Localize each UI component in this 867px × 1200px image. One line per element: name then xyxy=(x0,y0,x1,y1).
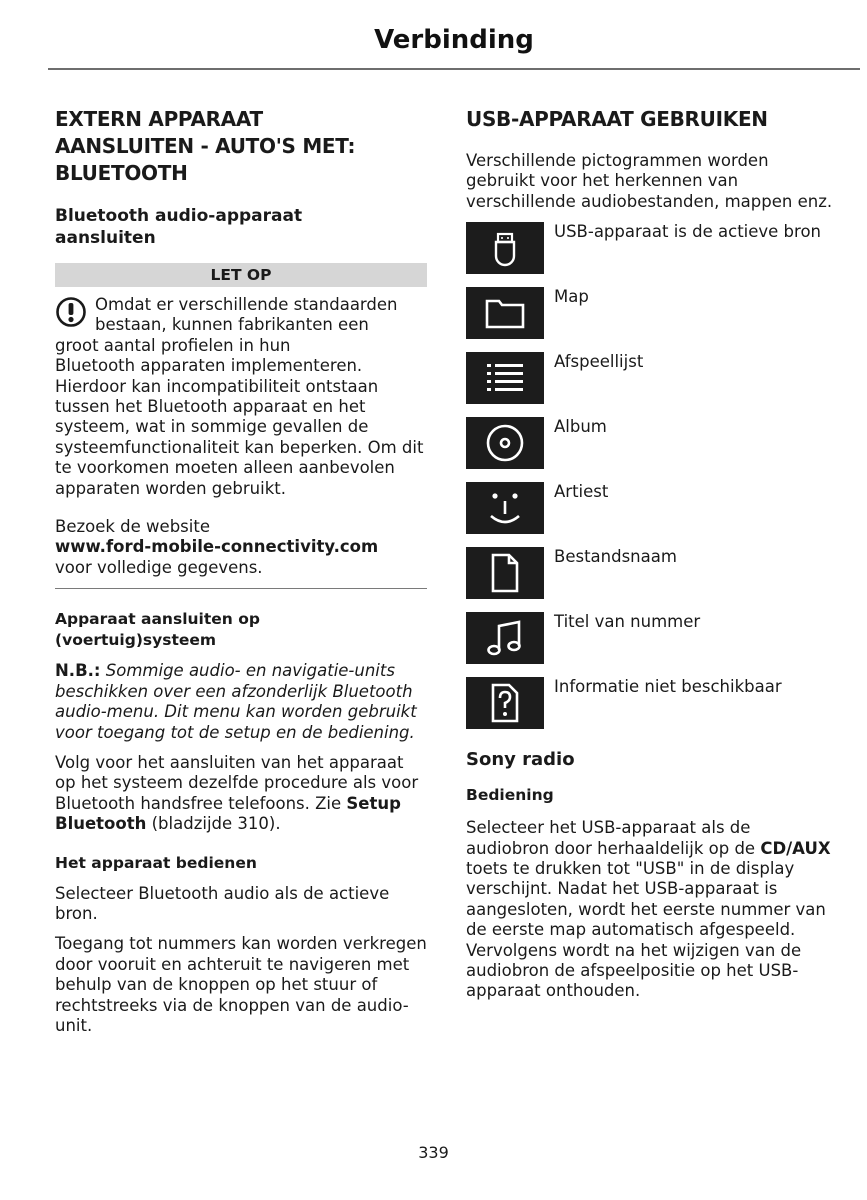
artist-icon xyxy=(466,482,544,534)
notice-banner: LET OP xyxy=(55,263,427,287)
file-icon xyxy=(466,547,544,599)
subheading-bluetooth-audio: Bluetooth audio-apparaat aansluiten xyxy=(55,206,303,248)
section-title-bluetooth: EXTERN APPARAAT AANSLUITEN - AUTO'S MET: BLUETOOTH xyxy=(55,107,356,185)
subheading-control: Bediening xyxy=(466,786,554,805)
select-paragraph: Selecteer Bluetooth audio als de actieve bron. xyxy=(55,883,390,923)
setup-bluetooth-link[interactable]: Setup Bluetooth xyxy=(55,793,401,834)
icon-row-file xyxy=(466,547,838,599)
follow-paragraph: Volg voor het aansluiten van het apparaat op het systeem dezelfde procedure als voor Bluetooth handsfree telefoons. Zie Setup Bluetooth (bladzijde 310). xyxy=(55,752,419,834)
page-title: Verbinding xyxy=(374,25,534,55)
usb-intro: Verschillende pictogrammen worden gebruikt voor het herkennen van verschillende audiobestanden, mappen enz. xyxy=(466,151,833,211)
playlist-icon xyxy=(466,352,544,404)
icon-row-artist xyxy=(466,482,838,534)
warning-icon xyxy=(55,296,87,328)
icon-row-track-title xyxy=(466,612,838,664)
icon-label: Artiest xyxy=(554,482,609,502)
subheading-sony-radio: Sony radio xyxy=(466,749,575,771)
visit-text: Bezoek de website www.ford-mobile-connectivity.com voor volledige gegevens. xyxy=(55,517,379,577)
unknown-info-icon xyxy=(466,677,544,729)
icon-label: USB-apparaat is de actieve bron xyxy=(554,222,822,242)
page-number: 339 xyxy=(418,1143,449,1162)
icon-label: Titel van nummer xyxy=(554,612,701,632)
website-link[interactable]: www.ford-mobile-connectivity.com xyxy=(55,537,379,557)
icon-row-playlist xyxy=(466,352,838,404)
icon-label: Afspeellijst xyxy=(554,352,644,372)
warning-block: Omdat er verschillende standaarden bestaan, kunnen fabrikanten een groot aantal profielen in hun Bluetooth apparaten implementeren. Hierdoor kan incompatibiliteit ontstaan tussen het Bluetooth apparaat en het systeem, wat in sommige gevallen de systeemfunctionaliteit kan beperken. Om dit te voorkomen moeten alleen aanbevolen apparaten worden gebruikt. xyxy=(55,295,427,499)
icon-row-album xyxy=(466,417,838,469)
icon-label: Informatie niet beschikbaar xyxy=(554,677,782,697)
sony-paragraph: Selecteer het USB-apparaat als de audiobron door herhaaldelijk op de CD/AUX toets te drukken tot "USB" in de display verschijnt. Nadat het USB-apparaat is aangesloten, wordt het eerste nummer van de eerste map automatisch afgespeeld. Vervolgens wordt na het wijzigen van de audiobron de afspeelpositie op het USB-apparaat onthouden. xyxy=(466,818,831,1001)
note-paragraph: N.B.: Sommige audio- en navigatie-units beschikken over een afzonderlijk Bluetooth audio-menu. Dit menu kan worden gebruikt voor toegang tot de setup en de bediening. xyxy=(55,661,417,742)
divider xyxy=(55,588,427,589)
icon-row-folder xyxy=(466,287,838,339)
icon-label: Album xyxy=(554,417,607,437)
icon-row-usb xyxy=(466,222,838,274)
subheading-connect-device: Apparaat aansluiten op (voertuig)systeem xyxy=(55,610,260,650)
left-column xyxy=(55,106,427,1036)
usb-icon xyxy=(466,222,544,274)
album-icon xyxy=(466,417,544,469)
warning-text: Bluetooth apparaten implementeren. Hierdoor kan incompatibiliteit ontstaan tussen het Bluetooth apparaat en het systeem, wat in sommige gevallen de systeemfunctionaliteit kan beperken. Om dit te voorkomen moeten alleen aanbevolen apparaten worden gebruikt. xyxy=(55,356,424,498)
right-column xyxy=(466,106,838,1002)
icon-label: Bestandsnaam xyxy=(554,547,677,567)
icon-row-info-unavailable xyxy=(466,677,838,729)
subheading-operate-device: Het apparaat bedienen xyxy=(55,853,257,872)
page-header xyxy=(48,24,860,70)
access-paragraph: Toegang tot nummers kan worden verkregen door vooruit en achteruit te navigeren met behulp van de knoppen op het stuur of rechtstreeks via de knoppen van de audio-unit. xyxy=(55,934,427,1035)
cd-aux-key: CD/AUX xyxy=(760,838,831,858)
icon-label: Map xyxy=(554,287,589,307)
music-note-icon xyxy=(466,612,544,664)
section-title-usb: USB-APPARAAT GEBRUIKEN xyxy=(466,107,768,131)
folder-icon xyxy=(466,287,544,339)
